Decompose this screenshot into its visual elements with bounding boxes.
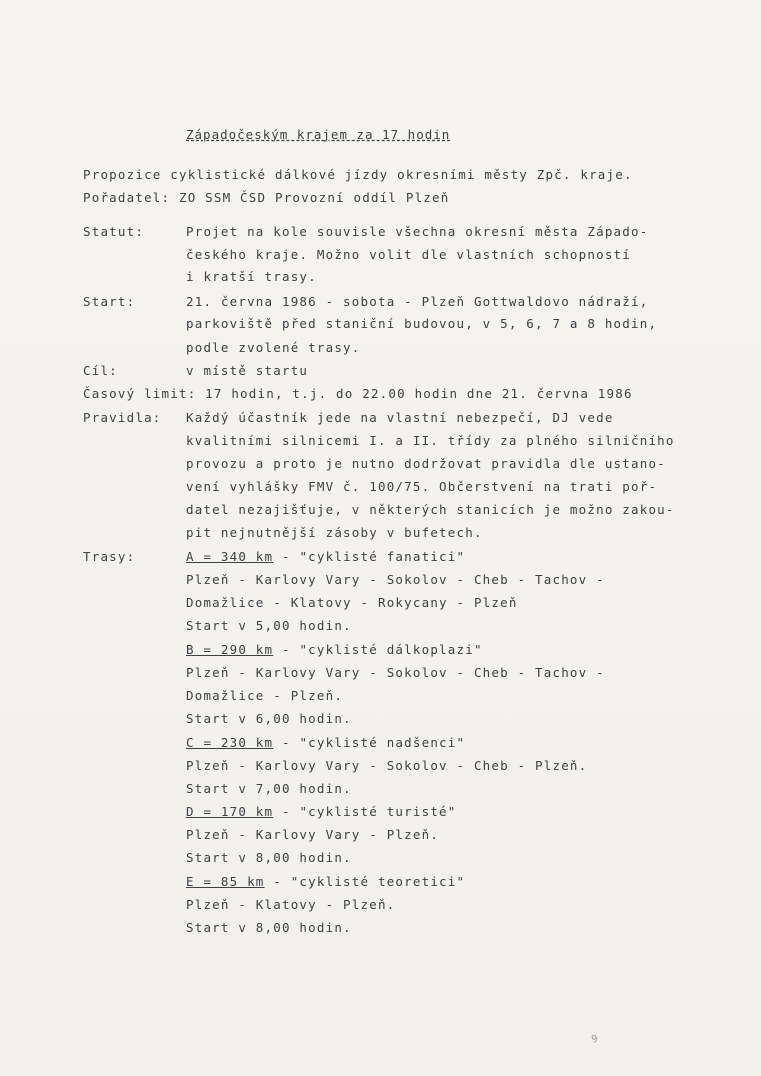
start-line: 21. června 1986 - sobota - Plzeň Gottwaldovo nádraží,	[186, 294, 649, 309]
route-header	[186, 735, 465, 751]
pravidla-line: pit nejnutnější zásoby v bufetech.	[186, 525, 483, 540]
route-line: Domažlice - Plzeň.	[186, 688, 344, 703]
route-code: B = 290 km	[186, 642, 274, 657]
pencil-mark: 9	[590, 1033, 600, 1046]
route-header	[186, 549, 465, 565]
start-line: parkoviště před staniční budovou, v 5, 6, 7 a 8 hodin,	[186, 316, 658, 331]
start-label: Start:	[83, 294, 136, 309]
intro-line-1: Propozice cyklistické dálkové jízdy okresními městy Zpč. kraje.	[83, 167, 633, 182]
route-start: Start v 7,00 hodin.	[186, 781, 352, 796]
route-header	[186, 804, 457, 820]
pravidla-line: datel nezajišťuje, v některých stanicích je možno zakou-	[186, 502, 675, 517]
statut-label: Statut:	[83, 224, 145, 239]
route-line: Plzeň - Karlovy Vary - Sokolov - Cheb - Tachov -	[186, 572, 605, 587]
pravidla-label: Pravidla:	[83, 410, 162, 425]
route-start: Start v 5,00 hodin.	[186, 618, 352, 633]
trasy-label: Trasy:	[83, 549, 136, 564]
route-start: Start v 8,00 hodin.	[186, 920, 352, 935]
statut-line: českého kraje. Možno volit dle vlastních schopností	[186, 247, 632, 262]
route-code: A = 340 km	[186, 549, 274, 564]
route-code: E = 85 km	[186, 874, 265, 889]
route-line: Plzeň - Karlovy Vary - Sokolov - Cheb - Tachov -	[186, 665, 605, 680]
time-limit: Časový limit: 17 hodin, t.j. do 22.00 hodin dne 21. června 1986	[83, 386, 633, 401]
route-name: - "cyklisté teoretici"	[264, 874, 466, 889]
route-name: - "cyklisté fanatici"	[273, 549, 466, 564]
route-code: D = 170 km	[186, 804, 274, 819]
route-code: C = 230 km	[186, 735, 274, 750]
route-line: Domažlice - Klatovy - Rokycany - Plzeň	[186, 595, 518, 610]
route-name: - "cyklisté dálkoplazi"	[273, 642, 483, 657]
route-name: - "cyklisté nadšenci"	[273, 735, 466, 750]
cil-text: v místě startu	[186, 363, 309, 378]
pravidla-line: Každý účastník jede na vlastní nebezpečí, DJ vede	[186, 410, 614, 425]
route-start: Start v 8,00 hodin.	[186, 850, 352, 865]
route-header	[186, 642, 483, 658]
route-line: Plzeň - Klatovy - Plzeň.	[186, 897, 396, 912]
pravidla-line: vení vyhlášky FMV č. 100/75. Občerstvení na trati poř-	[186, 479, 658, 494]
start-line: podle zvolené trasy.	[186, 340, 361, 355]
route-header	[186, 874, 465, 890]
statut-line: i kratší trasy.	[186, 269, 317, 284]
route-name: - "cyklisté turisté"	[273, 804, 457, 819]
route-line: Plzeň - Karlovy Vary - Plzeň.	[186, 827, 440, 842]
intro-line-2: Pořadatel: ZO SSM ČSD Provozní oddíl Plzeň	[83, 190, 450, 205]
route-line: Plzeň - Karlovy Vary - Sokolov - Cheb - Plzeň.	[186, 758, 588, 773]
pravidla-line: provozu a proto je nutno dodržovat pravidla dle ustano-	[186, 456, 666, 471]
document-title: Západočeským krajem za 17 hodin	[186, 127, 451, 142]
pravidla-line: kvalitními silnicemi I. a II. třídy za plného silničního	[186, 433, 675, 448]
cil-label: Cíl:	[83, 363, 118, 378]
statut-line: Projet na kole souvisle všechna okresní města Západo-	[186, 224, 649, 239]
route-start: Start v 6,00 hodin.	[186, 711, 352, 726]
